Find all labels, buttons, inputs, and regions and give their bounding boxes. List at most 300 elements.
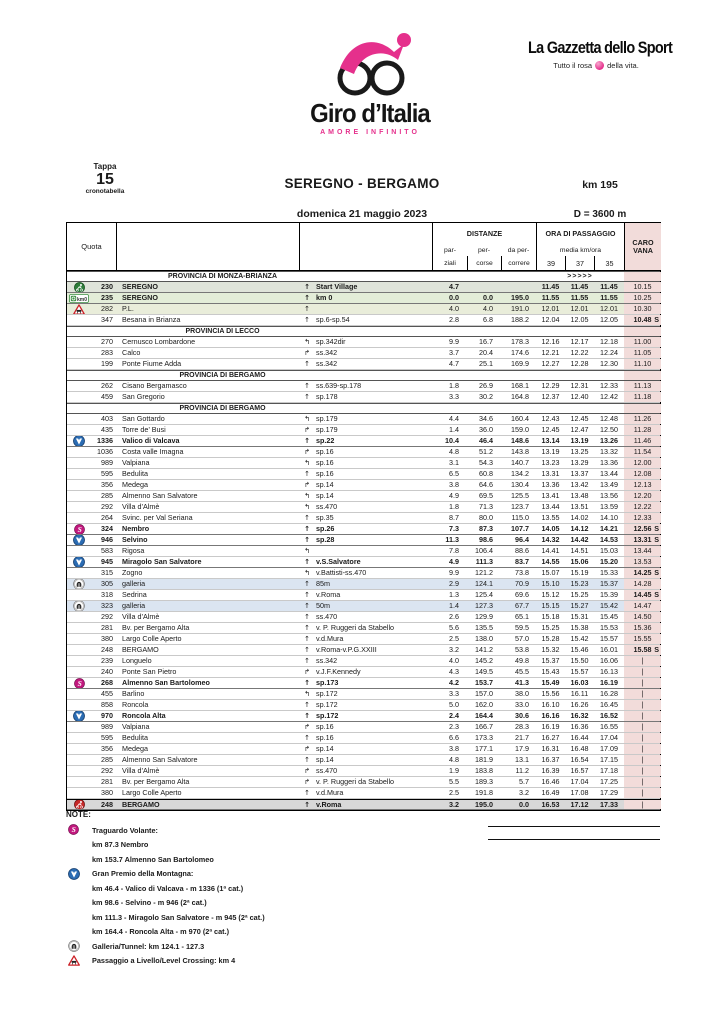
- giro-cyclist-icon: [318, 26, 422, 100]
- row-carovana: [624, 612, 661, 622]
- row-carovana: [624, 777, 661, 787]
- row-km-parziali: 4.7: [449, 359, 459, 368]
- row-quota: 989: [101, 722, 113, 731]
- row-time-39: 12.01: [541, 304, 560, 313]
- row-quota: 264: [101, 513, 113, 522]
- gazzetta-tagline: [516, 61, 676, 70]
- sprint-icon: [68, 824, 81, 835]
- row-location: Villa d’Almè: [122, 612, 160, 621]
- row-km-percorse: [467, 282, 501, 292]
- row-time-35: 13.49: [600, 480, 618, 489]
- row-time-35: 12.24: [600, 348, 618, 357]
- row-time-39: 13.31: [541, 469, 560, 478]
- table-row: [67, 623, 660, 634]
- row-carovana-time: 10.25: [633, 293, 652, 302]
- row-time-37: 15.23: [570, 579, 589, 588]
- row-location: Nembro: [122, 524, 150, 533]
- sprint-icon: [67, 524, 91, 534]
- row-km-dapercorrere: 125.5: [511, 491, 529, 500]
- row-quota: 285: [101, 755, 113, 764]
- row-km-dapercorrere: 5.7: [519, 777, 529, 786]
- row-carovana-time: 11.13: [633, 381, 652, 390]
- row-time-39: 16.46: [541, 777, 560, 786]
- row-carovana: [624, 293, 661, 303]
- row-time-35: 17.25: [600, 777, 618, 786]
- table-row: [67, 546, 660, 557]
- section-carovana-cell: [624, 327, 661, 336]
- row-location: Barlino: [122, 689, 145, 698]
- row-quota: 230: [101, 282, 113, 291]
- row-km-parziali: 3.3: [449, 689, 459, 698]
- row-location: Largo Colle Aperto: [122, 634, 182, 643]
- row-km-parziali: 3.3: [449, 392, 459, 401]
- row-icon-cell: [67, 612, 91, 622]
- direction-arrow-icon: ↑: [304, 591, 310, 599]
- row-location: Svinc. per Val Seriana: [122, 513, 193, 522]
- row-carovana-time: 11.28: [633, 425, 652, 434]
- row-carovana-time: 11.00: [633, 337, 652, 346]
- caravan-direction-arrows: >>>>>: [567, 273, 593, 280]
- row-km-percorse: 71.3: [479, 502, 493, 511]
- direction-arrow-icon: ↑: [304, 635, 310, 643]
- row-location: Longuelo: [122, 656, 152, 665]
- timetable-body: [66, 271, 661, 811]
- row-km-dapercorrere: 143.8: [511, 447, 529, 456]
- direction-arrow-icon: ↰: [304, 492, 310, 500]
- table-row: [67, 293, 660, 304]
- table-row: [67, 689, 660, 700]
- caravan-direction-arrows: [536, 404, 624, 413]
- row-km-dapercorrere: 70.9: [515, 579, 529, 588]
- row-quota: 455: [101, 689, 113, 698]
- row-time-37: 13.51: [570, 502, 589, 511]
- row-quota: 285: [101, 491, 113, 500]
- row-km-dapercorrere: 159.0: [511, 425, 529, 434]
- row-time-37: 13.29: [570, 458, 589, 467]
- row-location: Valpiana: [122, 458, 150, 467]
- row-carovana: [624, 766, 661, 776]
- gpm-icon: [68, 868, 81, 880]
- row-time-39: 15.28: [541, 634, 560, 643]
- row-time-35: 16.01: [600, 645, 618, 654]
- header-carovana: [624, 223, 661, 270]
- row-time-39: 13.55: [541, 513, 560, 522]
- row-km-percorse: 80.0: [479, 513, 493, 522]
- header-parziali-bottom: ziali: [444, 259, 456, 267]
- row-time-39: 15.32: [541, 645, 560, 654]
- row-km-percorse: 111.3: [475, 557, 493, 566]
- row-road: sp.16: [316, 469, 334, 478]
- row-time-37: 16.03: [570, 678, 589, 687]
- row-quota: 324: [101, 524, 113, 533]
- row-km-percorse: 60.8: [479, 469, 493, 478]
- row-carovana: [624, 414, 661, 424]
- row-time-37: 12.40: [570, 392, 589, 401]
- header-distanze: DISTANZE: [466, 229, 503, 238]
- row-km-percorse: 138.0: [475, 634, 493, 643]
- row-time-37: 16.11: [570, 689, 589, 698]
- stage-date: domenica 21 maggio 2023: [296, 208, 428, 220]
- table-row: [67, 381, 660, 392]
- direction-arrow-icon: ↑: [304, 437, 310, 445]
- direction-arrow-icon: ↑: [304, 470, 310, 478]
- row-km-dapercorrere: 130.4: [511, 480, 529, 489]
- row-quota: 315: [101, 568, 113, 577]
- row-time-35: 13.56: [600, 491, 618, 500]
- row-time-35: 17.33: [600, 800, 618, 809]
- row-km-percorse: 166.7: [475, 722, 493, 731]
- table-row: [67, 612, 660, 623]
- row-time-37: 15.19: [570, 568, 589, 577]
- row-time-37: 17.04: [570, 777, 589, 786]
- row-quota: 970: [101, 711, 113, 720]
- row-location: Bv. per Bergamo Alta: [122, 623, 190, 632]
- direction-arrow-icon: ↑: [304, 701, 310, 709]
- row-road: sp.179: [316, 414, 338, 423]
- direction-arrow-icon: ↱: [304, 723, 310, 731]
- row-carovana: [624, 678, 661, 688]
- row-quota: 270: [101, 337, 113, 346]
- row-carovana-time: |: [641, 656, 644, 665]
- row-road: sp.16: [316, 722, 334, 731]
- row-time-37: 15.46: [570, 645, 589, 654]
- table-row: [67, 447, 660, 458]
- header-parziali-top: par-: [443, 246, 457, 254]
- row-time-37: 13.42: [570, 480, 589, 489]
- row-location: Costa valle Imagna: [122, 447, 184, 456]
- direction-arrow-icon: ↑: [304, 712, 310, 720]
- row-location: P.L.: [122, 304, 134, 313]
- row-time-37: 16.48: [570, 744, 589, 753]
- svg-text:S: S: [77, 678, 82, 688]
- row-time-39: 12.45: [541, 425, 560, 434]
- row-km-dapercorrere: 67.7: [515, 601, 529, 610]
- km0-icon: [67, 293, 91, 303]
- row-carovana: [624, 491, 661, 501]
- note-text: km 153.7 Almenno San Bartolomeo: [92, 854, 214, 864]
- row-time-35: 15.33: [600, 568, 618, 577]
- stage-sublabel: cronotabella: [85, 188, 125, 195]
- row-time-35: 14.21: [600, 524, 618, 533]
- row-carovana-time: |: [641, 678, 644, 687]
- gazzetta-pink-ball-icon: [595, 61, 604, 70]
- row-km-parziali: 4.9: [449, 557, 459, 566]
- row-km-parziali: 9.9: [449, 568, 459, 577]
- row-time-39: 16.49: [541, 788, 560, 797]
- gazzetta-tagline-left: Tutto il rosa: [553, 61, 593, 70]
- row-carovana: [624, 447, 661, 457]
- row-time-39: 14.55: [541, 557, 560, 566]
- note-text: km 87.3 Nembro: [92, 840, 149, 850]
- row-km-parziali: 4.8: [449, 447, 459, 456]
- row-road: sp.22: [316, 436, 335, 445]
- row-carovana: [624, 744, 661, 754]
- note-row: [92, 852, 661, 867]
- row-location: Bedulita: [122, 469, 148, 478]
- direction-arrow-icon: ↰: [304, 690, 310, 698]
- row-road: v.d.Mura: [316, 634, 344, 643]
- row-km-parziali: 3.2: [449, 645, 459, 654]
- row-km-parziali: 3.8: [449, 480, 459, 489]
- row-road: 85m: [316, 579, 330, 588]
- row-location: Calco: [122, 348, 141, 357]
- row-time-37: 15.42: [570, 634, 589, 643]
- row-icon-cell: [67, 744, 91, 754]
- row-location: galleria: [122, 579, 146, 588]
- row-carovana: [624, 700, 661, 710]
- row-km-dapercorrere: 178.3: [511, 337, 529, 346]
- row-km-parziali: 4.4: [449, 414, 459, 423]
- row-km-dapercorrere: 38.0: [515, 689, 529, 698]
- row-time-39: 12.16: [541, 337, 560, 346]
- row-icon-cell: [67, 634, 91, 644]
- row-time-35: 13.32: [600, 447, 618, 456]
- row-time-37: 12.31: [570, 381, 589, 390]
- note-text: Galleria/Tunnel: km 124.1 - 127.3: [92, 941, 205, 951]
- table-row: [67, 788, 660, 799]
- header-road-box: [300, 223, 433, 270]
- row-carovana-time: 15.55: [633, 634, 652, 643]
- row-km-dapercorrere: 168.1: [511, 381, 529, 390]
- row-carovana-flag: S: [654, 568, 659, 577]
- row-carovana: [624, 711, 661, 721]
- table-row: [67, 733, 660, 744]
- table-row: [67, 678, 660, 689]
- row-km-dapercorrere: 59.5: [515, 623, 529, 632]
- row-carovana-time: 10.15: [633, 282, 652, 291]
- province-section-row: [67, 403, 660, 414]
- row-km-dapercorrere: 88.6: [515, 546, 529, 555]
- row-km-percorse: 125.4: [475, 590, 493, 599]
- row-carovana-time: |: [641, 777, 644, 786]
- row-carovana: [624, 722, 661, 732]
- tunnel-icon: [67, 601, 91, 611]
- province-section-row: [67, 326, 660, 337]
- row-road: sp.14: [316, 755, 334, 764]
- row-carovana-time: 12.22: [633, 502, 652, 511]
- row-time-39: 15.07: [541, 568, 560, 577]
- row-time-37: 13.37: [570, 469, 589, 478]
- row-location: San Gregorio: [122, 392, 165, 401]
- row-road: sp.16: [316, 447, 334, 456]
- row-road: sp.14: [316, 480, 334, 489]
- row-km-dapercorrere: 13.1: [515, 755, 529, 764]
- direction-arrow-icon: ↑: [304, 613, 310, 621]
- row-carovana: [624, 436, 661, 446]
- note-row: [92, 867, 661, 882]
- row-quota: 262: [101, 381, 113, 390]
- row-km-dapercorrere: 123.7: [511, 502, 529, 511]
- row-carovana-time: 12.13: [633, 480, 652, 489]
- header-speed-39: 39: [536, 256, 565, 270]
- row-quota: 946: [101, 535, 113, 544]
- row-location: Ponte Fiume Adda: [122, 359, 182, 368]
- row-time-35: 15.57: [600, 634, 618, 643]
- row-km-percorse: 164.4: [475, 711, 493, 720]
- table-row: [67, 656, 660, 667]
- row-carovana-time: 14.28: [633, 579, 652, 588]
- row-km-parziali: 0.0: [449, 293, 459, 302]
- row-km-parziali: 2.8: [449, 315, 459, 324]
- table-row: [67, 315, 660, 326]
- row-quota: 235: [101, 293, 113, 302]
- direction-arrow-icon: ↑: [304, 283, 310, 291]
- row-carovana-time: 11.46: [633, 436, 652, 445]
- direction-arrow-icon: ↑: [304, 789, 310, 797]
- row-km-percorse: 87.3: [479, 524, 493, 533]
- row-time-37: 13.19: [570, 436, 589, 445]
- row-km-percorse: 34.6: [479, 414, 493, 423]
- table-row: [67, 634, 660, 645]
- table-row: [67, 755, 660, 766]
- direction-arrow-icon: ↱: [304, 448, 310, 456]
- row-road: sp.14: [316, 491, 334, 500]
- row-quota: 281: [101, 777, 113, 786]
- row-carovana: [624, 800, 661, 809]
- row-time-39: 15.10: [541, 579, 560, 588]
- row-km-dapercorrere: 33.0: [515, 700, 529, 709]
- row-time-39: 12.21: [541, 348, 560, 357]
- direction-arrow-icon: ↱: [304, 745, 310, 753]
- row-quota: 199: [101, 359, 113, 368]
- row-quota: 347: [101, 315, 113, 324]
- province-label: PROVINCIA DI LECCO: [185, 328, 260, 335]
- row-icon-cell: [67, 359, 91, 369]
- row-carovana-time: 11.10: [633, 359, 652, 368]
- row-carovana: [624, 502, 661, 512]
- row-time-39: 12.43: [541, 414, 560, 423]
- row-carovana: [624, 788, 661, 798]
- giro-logo-text: Giro d’Italia: [310, 98, 430, 128]
- row-km-dapercorrere: 21.7: [515, 733, 529, 742]
- province-section-row: [67, 370, 660, 381]
- row-time-35: 13.59: [600, 502, 618, 511]
- row-carovana-time: 10.30: [633, 304, 652, 313]
- row-location: San Gottardo: [122, 414, 165, 423]
- timetable: [66, 222, 661, 811]
- table-row: [67, 579, 660, 590]
- header-ora-di-passaggio: ORA DI PASSAGGIO: [536, 223, 624, 244]
- row-time-37: 12.22: [570, 348, 589, 357]
- header-dapercorrere-bottom: correre: [501, 256, 536, 270]
- row-carovana: [624, 557, 661, 567]
- tunnel-icon: [68, 940, 81, 952]
- table-row: [67, 744, 660, 755]
- row-carovana: [624, 546, 661, 556]
- row-road: v. P. Ruggeri da Stabello: [316, 777, 395, 786]
- direction-arrow-icon: ↑: [304, 580, 310, 588]
- row-time-37: 11.45: [570, 282, 589, 291]
- row-road: ss.639-sp.178: [316, 381, 362, 390]
- note-text: Passaggio a Livello/Level Crossing: km 4: [92, 956, 236, 966]
- direction-arrow-icon: ↑: [304, 756, 310, 764]
- note-row: [92, 896, 661, 911]
- row-km-dapercorrere: 65.1: [515, 612, 529, 621]
- direction-arrow-icon: ↱: [304, 426, 310, 434]
- row-time-35: 15.45: [600, 612, 618, 621]
- row-km-dapercorrere: 174.6: [511, 348, 529, 357]
- row-time-35: 16.28: [600, 689, 618, 698]
- row-quota: 595: [101, 733, 113, 742]
- row-icon-cell: [67, 447, 91, 457]
- note-text: Gran Premio della Montagna:: [92, 869, 194, 879]
- section-carovana-cell: [624, 371, 661, 380]
- row-quota: 323: [101, 601, 113, 610]
- row-time-39: 15.43: [541, 667, 560, 676]
- row-time-37: 14.12: [570, 524, 589, 533]
- row-carovana-time: 15.58: [633, 645, 652, 654]
- row-carovana: [624, 359, 661, 369]
- row-km-dapercorrere: [501, 282, 536, 292]
- row-km-parziali: 6.6: [449, 733, 459, 742]
- row-quota: 292: [101, 766, 113, 775]
- row-quota: 356: [101, 480, 113, 489]
- row-carovana-time: |: [641, 711, 644, 720]
- row-time-35: 16.06: [600, 656, 618, 665]
- row-km-dapercorrere: 83.7: [515, 557, 529, 566]
- row-icon-cell: [67, 315, 91, 325]
- row-road: sp.16: [316, 733, 334, 742]
- row-time-35: 15.39: [600, 590, 618, 599]
- row-carovana-time: 11.18: [633, 392, 652, 401]
- row-time-39: 16.10: [541, 700, 560, 709]
- row-icon-cell: [67, 425, 91, 435]
- row-location: Bv. per Bergamo Alta: [122, 777, 190, 786]
- row-carovana-flag: S: [654, 590, 659, 599]
- table-row: [67, 502, 660, 513]
- row-icon-cell: [67, 645, 91, 655]
- row-carovana: [624, 667, 661, 677]
- row-quota: 356: [101, 744, 113, 753]
- row-km-percorse: 36.0: [479, 425, 493, 434]
- row-time-39: 13.14: [541, 436, 560, 445]
- row-road: v.Roma-v.P.G.XXIII: [316, 645, 377, 654]
- row-icon-cell: [67, 491, 91, 501]
- row-road: sp.14: [316, 744, 334, 753]
- row-time-39: 16.16: [541, 711, 560, 720]
- row-km-parziali: 5.6: [449, 623, 459, 632]
- timetable-header: [66, 222, 661, 271]
- row-quota: 281: [101, 623, 113, 632]
- row-road: ss.470: [316, 502, 338, 511]
- row-time-37: 12.45: [570, 414, 589, 423]
- row-km-percorse: 64.6: [479, 480, 493, 489]
- row-time-39: 11.45: [541, 282, 560, 291]
- row-km-parziali: 2.4: [449, 711, 459, 720]
- row-km-percorse: 20.4: [479, 348, 493, 357]
- row-time-39: 13.19: [541, 447, 560, 456]
- row-km-parziali: 2.6: [449, 612, 459, 621]
- row-time-35: 16.13: [600, 667, 618, 676]
- gpm-icon: [67, 711, 91, 721]
- row-km-percorse: 129.9: [475, 612, 493, 621]
- start-icon: [67, 282, 91, 292]
- row-quota: 282: [101, 304, 113, 313]
- province-label: PROVINCIA DI BERGAMO: [179, 372, 266, 379]
- row-carovana-flag: S: [654, 645, 659, 654]
- row-carovana-time: |: [641, 722, 644, 731]
- row-icon-cell: [67, 755, 91, 765]
- row-time-35: 15.20: [600, 557, 618, 566]
- row-km-dapercorrere: 188.2: [511, 315, 529, 324]
- note-row: [92, 954, 661, 969]
- note-text: km 111.3 - Miragolo San Salvatore - m 945 (2ª cat.): [92, 912, 265, 922]
- row-km-percorse: 26.9: [479, 381, 493, 390]
- row-carovana-time: 13.53: [633, 557, 652, 566]
- direction-arrow-icon: ↱: [304, 481, 310, 489]
- row-icon-cell: [67, 546, 91, 556]
- row-time-35: 12.18: [600, 337, 618, 346]
